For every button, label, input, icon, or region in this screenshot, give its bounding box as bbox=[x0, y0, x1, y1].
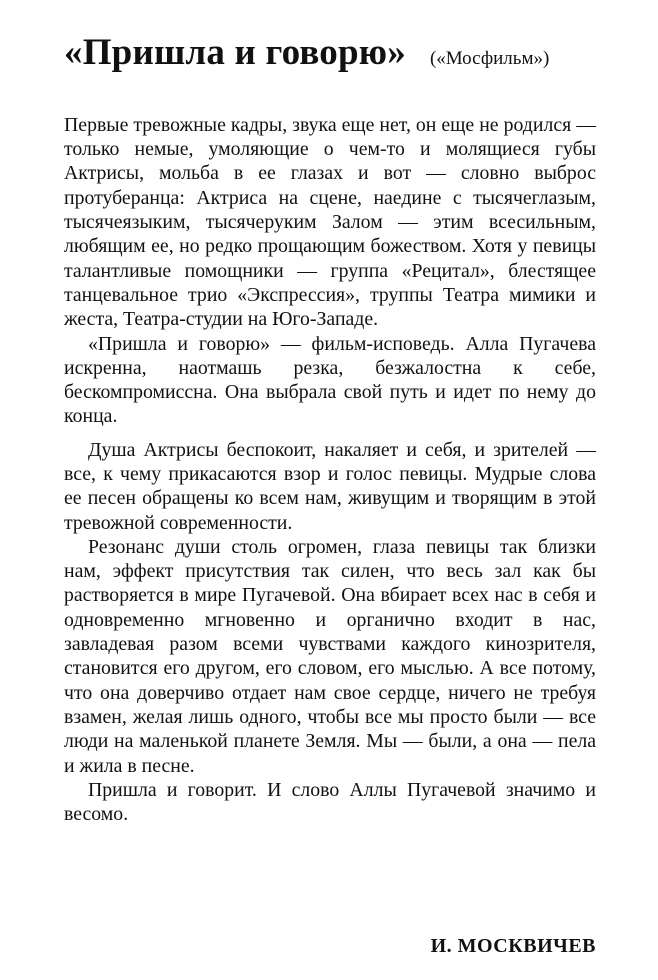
paragraph-4: Резонанс души столь огромен, глаза певицы так близки нам, эффект присутствия так силен, что весь зал как бы растворяется в мире Пугачевой. Она вбирает всех нас в себя и одновременно мгновенно и органично входит в нас, завладевая разом всеми чувствами каждого кинозрителя, становится его другом, его словом, его мыслью. А все потому, что она доверчиво отдает нам свое сердце, ничего не требуя взамен, желая лишь одного, чтобы все мы просто были — все люди на маленькой планете Земля. Мы — были, а она — пела и жила в песне. bbox=[64, 535, 596, 777]
author-signature: И. МОСКВИЧЕВ bbox=[430, 935, 596, 957]
paragraph-5: Пришла и говорит. И слово Аллы Пугачевой значимо и весомо. bbox=[64, 778, 596, 826]
film-studio: («Мосфильм») bbox=[429, 48, 550, 69]
article-body bbox=[64, 113, 596, 827]
article-title: «Пришла и говорю» bbox=[64, 32, 406, 73]
paragraph-3: Душа Актрисы беспокоит, накаляет и себя, и зрителей — все, к чему прикасаются взор и голос певицы. Мудрые слова ее песен обращены ко всем нам, живущим и творящим в этой тревожной современности. bbox=[64, 438, 596, 534]
paragraph-2: «Пришла и говорю» — фильм-исповедь. Алла Пугачева искренна, наотмашь резка, безжалостна к себе, бескомпромиссна. Она выбрала свой путь и идет по нему до конца. bbox=[64, 332, 596, 428]
paragraph-1: Первые тревожные кадры, звука еще нет, он еще не родился — только немые, умоляющие о чем-то и молящиеся губы Актрисы, мольба в ее глазах и вот — словно выброс протуберанца: Актриса на сцене, наедине с тысячеглазым, тысячеязыким, тысячеруким Залом — этим всесильным, любящим ее, но редко прощающим божеством. Хотя у певицы талантливые помощники — группа «Рецитал», блестящее танцевальное трио «Экспрессия», труппы Театра мимики и жеста, Театра-студии на Юго-Западе. bbox=[64, 113, 596, 331]
article-header bbox=[64, 34, 596, 73]
